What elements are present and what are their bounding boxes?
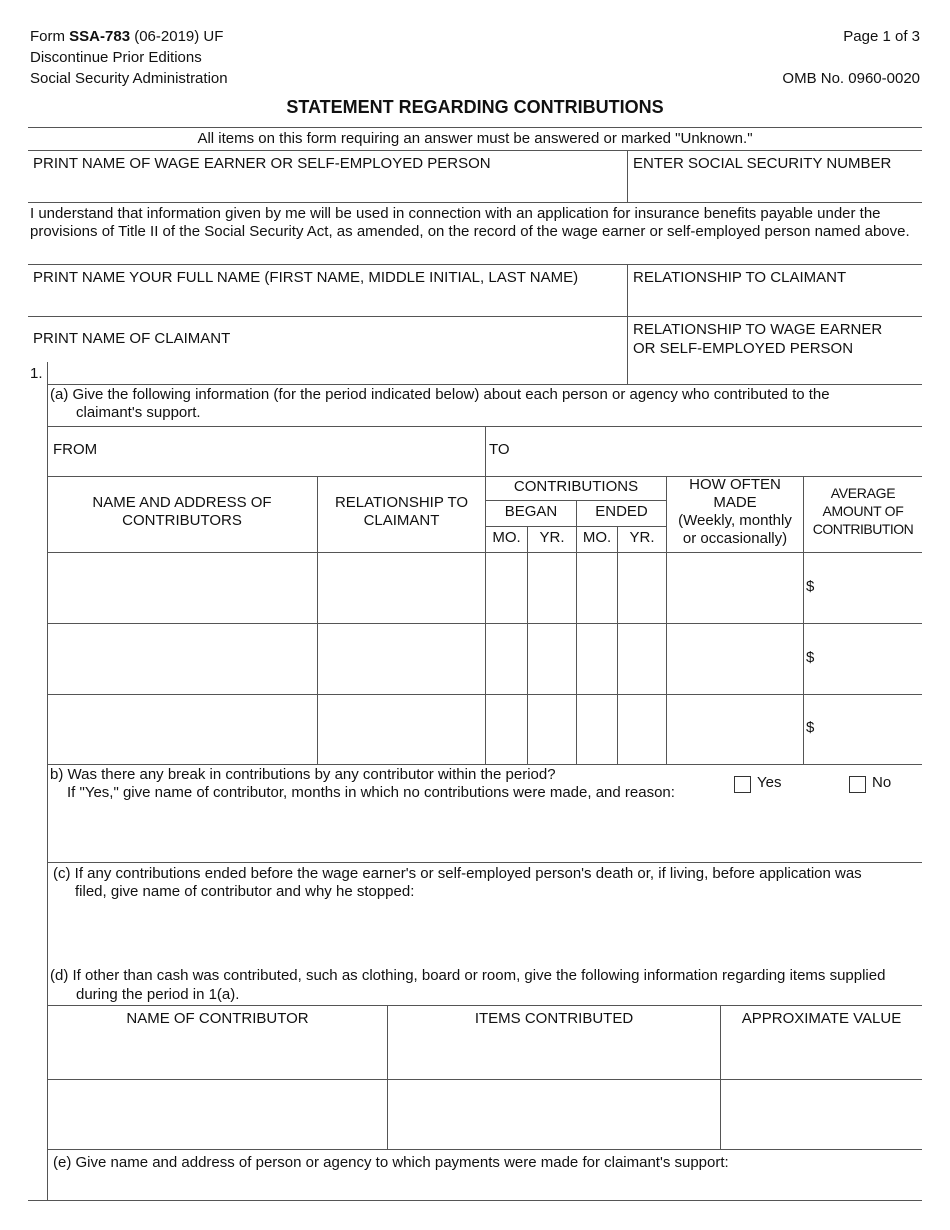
relationship-to-wage-earner-label-line1: RELATIONSHIP TO WAGE EARNER xyxy=(633,321,883,338)
ended-year-field[interactable] xyxy=(618,553,665,622)
divider xyxy=(803,476,804,764)
currency-sign: $ xyxy=(806,649,815,666)
divider xyxy=(47,1149,922,1150)
column-began: BEGAN xyxy=(504,503,558,520)
column-name-address-line1: NAME AND ADDRESS OF xyxy=(92,494,272,511)
omb-number: OMB No. 0960-0020 xyxy=(782,70,920,87)
form-number: Form SSA-783 (06-2019) UF xyxy=(30,28,224,45)
divider xyxy=(485,500,666,501)
claimant-name-field[interactable] xyxy=(29,317,626,383)
ended-month-field[interactable] xyxy=(577,624,616,693)
column-relationship-line1: RELATIONSHIP TO xyxy=(334,494,469,511)
section-1b-text-line2: If "Yes," give name of contributor, months in which no contributions were made, and reason: xyxy=(67,784,675,801)
column-relationship-line2: CLAIMANT xyxy=(363,512,440,529)
currency-sign: $ xyxy=(806,719,815,736)
average-amount-field[interactable] xyxy=(820,624,922,693)
instruction-text: All items on this form requiring an answer must be answered or marked "Unknown." xyxy=(197,130,753,147)
page-number: Page 1 of 3 xyxy=(843,28,920,45)
relationship-to-wage-earner-label-line2: OR SELF-EMPLOYED PERSON xyxy=(633,340,854,357)
ended-year-field[interactable] xyxy=(618,624,665,693)
column-contributions: CONTRIBUTIONS xyxy=(513,478,639,495)
yes-label: Yes xyxy=(757,774,782,791)
claimant-name-label: PRINT NAME OF CLAIMANT xyxy=(33,330,231,347)
began-month-field[interactable] xyxy=(486,624,526,693)
ended-year-field[interactable] xyxy=(618,695,665,763)
column-ended: ENDED xyxy=(595,503,648,520)
full-name-field[interactable] xyxy=(29,265,626,315)
divider xyxy=(28,202,922,203)
section-1d-text-line1: (d) If other than cash was contributed, such as clothing, board or room, give the following information regarding items supplied xyxy=(50,967,886,984)
from-date-field[interactable] xyxy=(48,427,484,475)
column-how-often-line1: HOW OFTEN xyxy=(689,476,781,493)
ended-month-field[interactable] xyxy=(577,553,616,622)
divider xyxy=(28,1200,922,1201)
divider xyxy=(485,526,666,527)
noncash-items-field[interactable] xyxy=(389,1030,719,1078)
relationship-to-claimant-field[interactable] xyxy=(629,265,922,315)
began-year-field[interactable] xyxy=(528,695,575,763)
column-how-often-line4: or occasionally) xyxy=(682,530,788,547)
divider xyxy=(47,384,922,385)
relationship-to-wage-earner-field[interactable] xyxy=(629,317,922,383)
column-began-month: MO. xyxy=(492,529,521,546)
column-how-often-line3: (Weekly, monthly xyxy=(678,512,792,529)
contributor-name-field[interactable] xyxy=(48,624,316,693)
began-month-field[interactable] xyxy=(486,553,526,622)
section-1a-text-line1: (a) Give the following information (for the period indicated below) about each person or agency who contributed to the xyxy=(50,386,830,403)
contributor-name-field[interactable] xyxy=(48,695,316,763)
section-1b-answer-field[interactable] xyxy=(48,804,922,861)
yes-checkbox[interactable] xyxy=(734,776,751,793)
how-often-field[interactable] xyxy=(667,695,802,763)
column-items-contributed: ITEMS CONTRIBUTED xyxy=(474,1010,634,1027)
divider xyxy=(47,1005,922,1006)
began-year-field[interactable] xyxy=(528,624,575,693)
ended-month-field[interactable] xyxy=(577,695,616,763)
began-month-field[interactable] xyxy=(486,695,526,763)
section-1e-text: (e) Give name and address of person or agency to which payments were made for claimant's support: xyxy=(53,1154,729,1171)
discontinue-notice: Discontinue Prior Editions xyxy=(30,49,202,66)
divider xyxy=(627,150,628,202)
section-1c-text-line1: (c) If any contributions ended before the wage earner's or self-employed person's death or, if living, before application was xyxy=(53,865,862,882)
column-ended-month: MO. xyxy=(582,529,612,546)
relationship-to-claimant-label: RELATIONSHIP TO CLAIMANT xyxy=(633,269,847,286)
agency-name: Social Security Administration xyxy=(30,70,228,87)
section-1c-answer-field[interactable] xyxy=(48,902,922,964)
column-approximate-value: APPROXIMATE VALUE xyxy=(741,1010,902,1027)
form-title: STATEMENT REGARDING CONTRIBUTIONS xyxy=(286,97,664,117)
ssn-field[interactable] xyxy=(629,151,922,201)
contributor-relationship-field[interactable] xyxy=(318,553,484,622)
average-amount-field[interactable] xyxy=(820,553,922,622)
section-1a-text-line2: claimant's support. xyxy=(76,404,201,421)
average-amount-field[interactable] xyxy=(820,695,922,763)
divider xyxy=(28,127,922,128)
how-often-field[interactable] xyxy=(667,624,802,693)
from-label: FROM xyxy=(53,441,98,458)
ssn-label: ENTER SOCIAL SECURITY NUMBER xyxy=(633,155,892,172)
contributor-relationship-field[interactable] xyxy=(318,695,484,763)
how-often-field[interactable] xyxy=(667,553,802,622)
divider xyxy=(47,862,922,863)
column-average-line1: AVERAGE xyxy=(830,485,896,501)
divider xyxy=(47,764,922,765)
section-1e-answer-field[interactable] xyxy=(48,1174,922,1199)
contributor-relationship-field[interactable] xyxy=(318,624,484,693)
currency-sign: $ xyxy=(806,578,815,595)
to-date-field[interactable] xyxy=(487,427,922,475)
no-checkbox[interactable] xyxy=(849,776,866,793)
began-year-field[interactable] xyxy=(528,553,575,622)
section-1d-text-line2: during the period in 1(a). xyxy=(76,986,240,1003)
section-1b-text-line1: b) Was there any break in contributions by any contributor within the period? xyxy=(50,766,556,783)
no-label: No xyxy=(872,774,892,791)
noncash-contributor-field[interactable] xyxy=(48,1030,386,1078)
noncash-value-field[interactable] xyxy=(722,1030,922,1078)
contributor-name-field[interactable] xyxy=(48,553,316,622)
section-1c-text-line2: filed, give name of contributor and why he stopped: xyxy=(75,883,415,900)
wage-earner-name-label: PRINT NAME OF WAGE EARNER OR SELF-EMPLOYED PERSON xyxy=(33,155,491,172)
column-ended-year: YR. xyxy=(629,529,655,546)
full-name-label: PRINT NAME YOUR FULL NAME (FIRST NAME, MIDDLE INITIAL, LAST NAME) xyxy=(33,269,579,286)
column-how-often-line2: MADE xyxy=(713,494,757,511)
column-began-year: YR. xyxy=(539,529,565,546)
section-number: 1. xyxy=(30,365,43,382)
divider xyxy=(627,264,628,384)
statement-text: I understand that information given by me will be used in connection with an application for insurance benefits payable under the provisions of Title II of the Social Security Act, as amended, on the record of the wage earner or self-employed person named above. xyxy=(30,205,910,240)
wage-earner-name-field[interactable] xyxy=(29,151,626,201)
noncash-contributor-field[interactable] xyxy=(48,1080,386,1148)
column-name-address-line2: CONTRIBUTORS xyxy=(122,512,242,529)
to-label: TO xyxy=(489,441,510,458)
noncash-items-field[interactable] xyxy=(389,1080,719,1148)
column-name-of-contributor: NAME OF CONTRIBUTOR xyxy=(126,1010,309,1027)
column-average-line2: AMOUNT OF xyxy=(822,503,904,519)
noncash-value-field[interactable] xyxy=(722,1080,922,1148)
column-average-line3: CONTRIBUTION xyxy=(812,521,914,537)
